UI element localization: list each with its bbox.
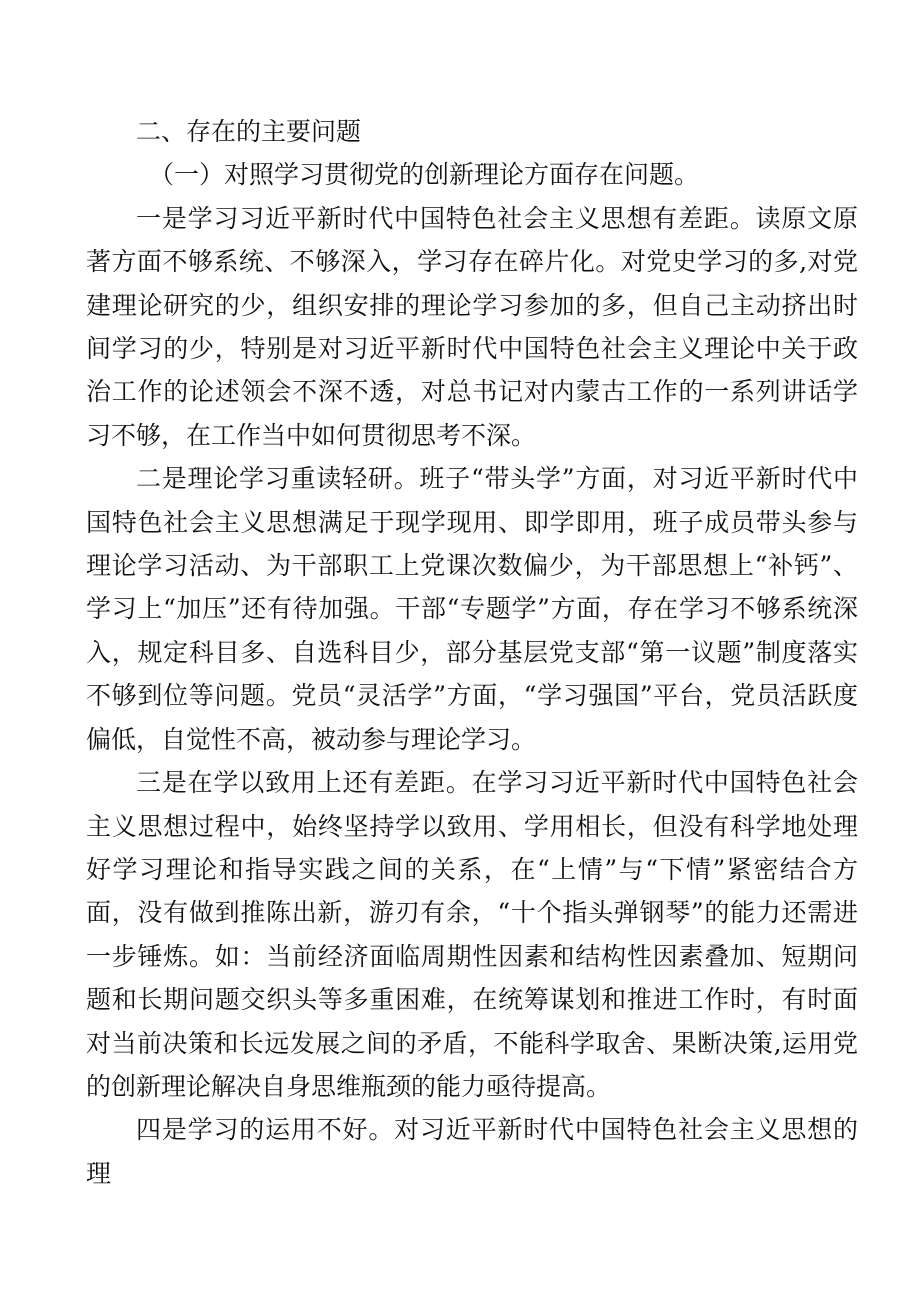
paragraph-2: 二是理论学习重读轻研。班子“带头学”方面，对习近平新时代中国特色社会主义思想满足于现学现用、即学即用，班子成员带头参与理论学习活动、为干部职工上党课次数偏少，为干部思想上“补钙”、学习上“加压”还有待加强。干部“专题学”方面，存在学习不够系统深入，规定科目多、自选科目少，部分基层党支部“第一议题”制度落实不够到位等问题。党员“灵活学”方面，“学习强国”平台，党员活跃度偏低，自觉性不高，被动参与理论学习。 xyxy=(86,464,858,754)
paragraph-4: 四是学习的运用不好。对习近平新时代中国特色社会主义思想的理 xyxy=(86,1115,858,1188)
paragraph-1: 一是学习习近平新时代中国特色社会主义思想有差距。读原文原著方面不够系统、不够深入，学习存在碎片化。对党史学习的多,对党建理论研究的少，组织安排的理论学习参加的多，但自己主动挤出时间学习的少，特别是对习近平新时代中国特色社会主义理论中关于政治工作的论述领会不深不透，对总书记对内蒙古工作的一系列讲话学习不够，在工作当中如何贯彻思考不深。 xyxy=(86,203,858,450)
sub-heading: （一）对照学习贯彻党的创新理论方面存在问题。 xyxy=(149,160,700,190)
section-heading: 二、存在的主要问题 xyxy=(136,117,362,146)
document-body xyxy=(86,110,858,1195)
paragraph-3: 三是在学以致用上还有差距。在学习习近平新时代中国特色社会主义思想过程中，始终坚持学以致用、学用相长，但没有科学地处理好学习理论和指导实践之间的关系，在“上情”与“下情”紧密结合方面，没有做到推陈出新，游刃有余，“十个指头弹钢琴”的能力还需进一步锤炼。如：当前经济面临周期性因素和结构性因素叠加、短期问题和长期问题交织头等多重困难，在统筹谋划和推进工作时，有时面对当前决策和长远发展之间的矛盾，不能科学取舍、果断决策,运用党的创新理论解决自身思维瓶颈的能力亟待提高。 xyxy=(86,768,858,1101)
